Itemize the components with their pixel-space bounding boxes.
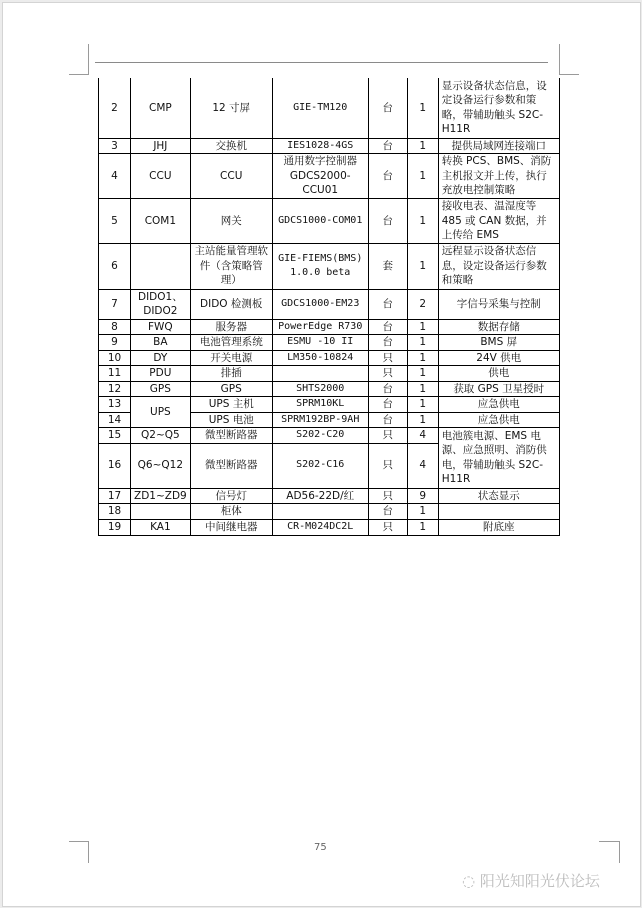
cell-name: UPS 电池 [190, 412, 272, 428]
cell-no: 11 [99, 366, 131, 382]
table-row [99, 335, 560, 351]
cell-code: UPS [131, 397, 191, 428]
cell-model: SHTS2000 [272, 381, 368, 397]
crop-mark-top-right [559, 44, 560, 75]
cell-no: 15 [99, 428, 131, 444]
cell-code: DIDO1、DIDO2 [131, 289, 191, 319]
table-row [99, 199, 560, 244]
cell-unit: 台 [368, 504, 407, 520]
cell-code [131, 504, 191, 520]
cell-qty: 1 [407, 397, 438, 413]
cell-no: 5 [99, 199, 131, 244]
table-row [99, 243, 560, 289]
cell-unit: 套 [368, 243, 407, 289]
cell-name: 交换机 [190, 138, 272, 154]
cell-code: CCU [131, 154, 191, 199]
cell-desc: 转换 PCS、BMS、消防主机报文并上传，执行充放电控制策略 [438, 154, 559, 199]
cell-name: 开关电源 [190, 350, 272, 366]
table-row [99, 138, 560, 154]
cell-model: GDCS1000-COM01 [272, 199, 368, 244]
crop-mark-bottom-right [619, 841, 620, 863]
cell-model: SPRM192BP-9AH [272, 412, 368, 428]
cell-model [272, 366, 368, 382]
cell-model [272, 504, 368, 520]
cell-name: 微型断路器 [190, 428, 272, 444]
cell-code: DY [131, 350, 191, 366]
cell-model: LM350-10824 [272, 350, 368, 366]
cell-model: ESMU -10 II [272, 335, 368, 351]
crop-mark-top-right [559, 74, 579, 75]
table-row [99, 381, 560, 397]
cell-unit: 台 [368, 138, 407, 154]
cell-unit: 只 [368, 350, 407, 366]
cell-code [131, 243, 191, 289]
cell-unit: 台 [368, 199, 407, 244]
cell-no: 12 [99, 381, 131, 397]
cell-unit: 台 [368, 335, 407, 351]
cell-no: 2 [99, 78, 131, 138]
cell-qty: 1 [407, 335, 438, 351]
cell-qty: 1 [407, 138, 438, 154]
cell-desc: BMS 屏 [438, 335, 559, 351]
cell-unit: 台 [368, 319, 407, 335]
cell-unit: 台 [368, 381, 407, 397]
cell-model: GIE-FIEMS(BMS) 1.0.0 beta [272, 243, 368, 289]
cell-desc: 电池簇电源、EMS 电源、应急照明、消防供电，带辅助触头 S2C-H11R [438, 428, 559, 489]
table-row [99, 504, 560, 520]
cell-desc: 获取 GPS 卫星授时 [438, 381, 559, 397]
equipment-table [98, 78, 560, 536]
cell-code: PDU [131, 366, 191, 382]
cell-unit: 台 [368, 154, 407, 199]
cell-qty: 1 [407, 350, 438, 366]
cell-no: 13 [99, 397, 131, 413]
crop-mark-top-left [69, 74, 89, 75]
table-row [99, 366, 560, 382]
cell-model: GIE-TM120 [272, 78, 368, 138]
cell-no: 14 [99, 412, 131, 428]
crop-mark-bottom-left [88, 841, 89, 863]
cell-unit: 只 [368, 366, 407, 382]
cell-model: S202-C16 [272, 443, 368, 488]
cell-qty: 1 [407, 412, 438, 428]
cell-code: GPS [131, 381, 191, 397]
cell-no: 10 [99, 350, 131, 366]
cell-no: 16 [99, 443, 131, 488]
cell-name: 信号灯 [190, 488, 272, 504]
crop-mark-bottom-left [69, 841, 89, 842]
cell-name: CCU [190, 154, 272, 199]
cell-code: JHJ [131, 138, 191, 154]
watermark-text: 阳光知阳光伏论坛 [479, 872, 600, 890]
cell-unit: 台 [368, 289, 407, 319]
cell-name: 微型断路器 [190, 443, 272, 488]
cell-no: 19 [99, 519, 131, 535]
cell-desc: 附底座 [438, 519, 559, 535]
cell-desc: 字信号采集与控制 [438, 289, 559, 319]
table-row [99, 78, 560, 138]
cell-model: IES1028-4GS [272, 138, 368, 154]
cell-unit: 台 [368, 397, 407, 413]
cell-model: AD56-22D/红 [272, 488, 368, 504]
cell-unit: 台 [368, 78, 407, 138]
cell-name: GPS [190, 381, 272, 397]
cell-qty: 4 [407, 428, 438, 444]
cell-name: UPS 主机 [190, 397, 272, 413]
cell-desc: 接收电表、温湿度等 485 或 CAN 数据，并上传给 EMS [438, 199, 559, 244]
watermark [462, 870, 600, 891]
cell-unit: 只 [368, 519, 407, 535]
cell-desc: 24V 供电 [438, 350, 559, 366]
table-row [99, 289, 560, 319]
cell-no: 4 [99, 154, 131, 199]
cell-code: Q2~Q5 [131, 428, 191, 444]
cell-unit: 只 [368, 443, 407, 488]
cell-no: 6 [99, 243, 131, 289]
cell-model: S202-C20 [272, 428, 368, 444]
cell-no: 7 [99, 289, 131, 319]
cell-qty: 1 [407, 319, 438, 335]
cell-name: 服务器 [190, 319, 272, 335]
cell-qty: 1 [407, 519, 438, 535]
header-rule [95, 62, 548, 63]
cell-name: 12 寸屏 [190, 78, 272, 138]
cell-desc: 应急供电 [438, 412, 559, 428]
cell-name: 排插 [190, 366, 272, 382]
cell-code: BA [131, 335, 191, 351]
cell-no: 9 [99, 335, 131, 351]
cell-code: COM1 [131, 199, 191, 244]
cell-qty: 1 [407, 154, 438, 199]
table-row [99, 428, 560, 444]
cell-unit: 台 [368, 412, 407, 428]
table-row [99, 319, 560, 335]
cell-no: 18 [99, 504, 131, 520]
cell-unit: 只 [368, 488, 407, 504]
cell-unit: 只 [368, 428, 407, 444]
cell-name: 中间继电器 [190, 519, 272, 535]
cell-name: 网关 [190, 199, 272, 244]
cell-name: DIDO 检测板 [190, 289, 272, 319]
cell-model: SPRM10KL [272, 397, 368, 413]
cell-qty: 1 [407, 366, 438, 382]
cell-desc: 数据存储 [438, 319, 559, 335]
crop-mark-bottom-right [599, 841, 619, 842]
cell-desc: 应急供电 [438, 397, 559, 413]
cell-desc: 显示设备状态信息，设定设备运行参数和策略，带辅助触头 S2C-H11R [438, 78, 559, 138]
cell-qty: 1 [407, 199, 438, 244]
cell-model: GDCS1000-EM23 [272, 289, 368, 319]
cell-model: 通用数字控制器 GDCS2000-CCU01 [272, 154, 368, 199]
cell-no: 3 [99, 138, 131, 154]
cell-no: 8 [99, 319, 131, 335]
cell-name: 电池管理系统 [190, 335, 272, 351]
cell-qty: 1 [407, 243, 438, 289]
cell-code: ZD1~ZD9 [131, 488, 191, 504]
table-row [99, 350, 560, 366]
cell-model: CR-M024DC2L [272, 519, 368, 535]
cell-desc: 远程显示设备状态信息，设定设备运行参数和策略 [438, 243, 559, 289]
crop-mark-top-left [88, 44, 89, 75]
cell-desc: 状态显示 [438, 488, 559, 504]
cell-name: 柜体 [190, 504, 272, 520]
cell-desc [438, 504, 559, 520]
table-row [99, 154, 560, 199]
cell-code: KA1 [131, 519, 191, 535]
cell-qty: 4 [407, 443, 438, 488]
table-row [99, 397, 560, 413]
cell-model: PowerEdge R730 [272, 319, 368, 335]
page-number: 75 [314, 842, 327, 853]
cell-code: FWQ [131, 319, 191, 335]
cell-desc: 供电 [438, 366, 559, 382]
table-row [99, 488, 560, 504]
cell-no: 17 [99, 488, 131, 504]
wechat-icon: ◌ [462, 872, 480, 890]
cell-qty: 1 [407, 381, 438, 397]
cell-qty: 1 [407, 78, 438, 138]
cell-qty: 9 [407, 488, 438, 504]
table-row [99, 519, 560, 535]
cell-qty: 1 [407, 504, 438, 520]
cell-name: 主站能量管理软件（含策略管理） [190, 243, 272, 289]
cell-desc: 提供局域网连接端口 [438, 138, 559, 154]
cell-code: Q6~Q12 [131, 443, 191, 488]
cell-code: CMP [131, 78, 191, 138]
cell-qty: 2 [407, 289, 438, 319]
